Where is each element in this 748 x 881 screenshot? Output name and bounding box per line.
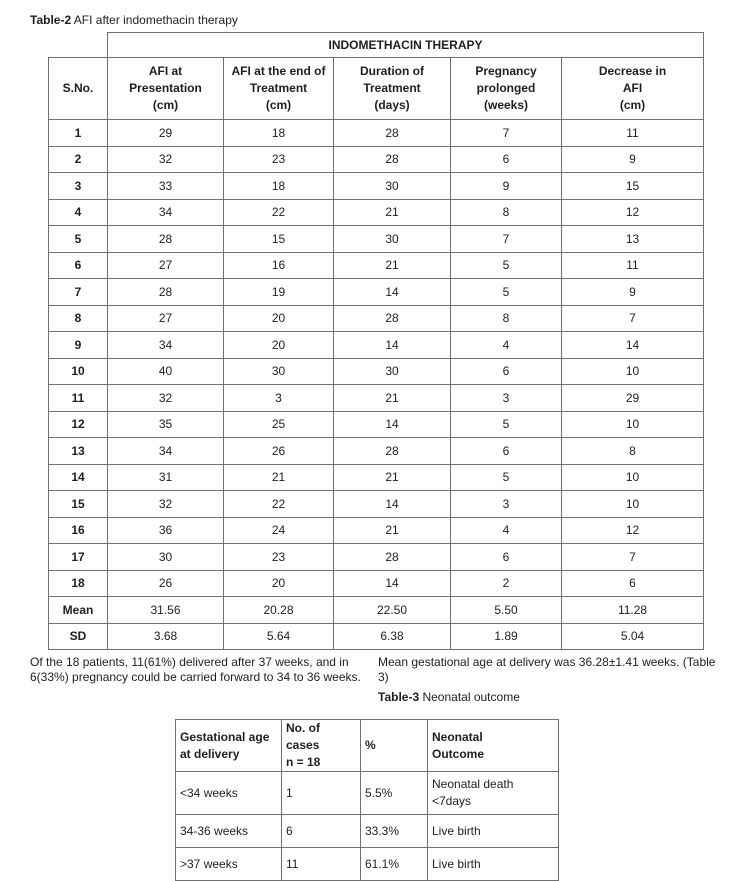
pregnancy-prolonged-cell: 3 (451, 385, 562, 412)
afi-presentation-cell: 36 (108, 517, 224, 544)
afi-end-treatment-cell: 18 (224, 120, 334, 147)
afi-presentation-cell: 34 (108, 438, 224, 465)
sno-cell: 14 (49, 464, 108, 491)
table-row (49, 146, 704, 173)
outcome-line: Neonatal death (432, 777, 514, 791)
sno-cell: 18 (49, 570, 108, 597)
duration-treatment-cell: 28 (334, 544, 451, 571)
afi-end-treatment-cell: 24 (224, 517, 334, 544)
sno-cell: 4 (49, 199, 108, 226)
decrease-afi-cell: 12 (562, 199, 704, 226)
decrease-afi-cell: 12 (562, 517, 704, 544)
duration-treatment-cell: 14 (334, 411, 451, 438)
table-row (49, 120, 704, 147)
percent-header-line: % (365, 738, 376, 752)
afi-presentation-cell: 28 (108, 226, 224, 253)
sno-header (49, 58, 108, 120)
decrease-afi-cell: 10 (562, 491, 704, 518)
pregnancy-prolonged-stat-cell: 5.50 (451, 597, 562, 624)
afi-end-treatment-stat-cell: 20.28 (224, 597, 334, 624)
afi-end-treatment-cell: 22 (224, 199, 334, 226)
pregnancy-prolonged-cell: 5 (451, 411, 562, 438)
sno-cell: 10 (49, 358, 108, 385)
duration-treatment-cell: 21 (334, 517, 451, 544)
gestational-age-cell: <34 weeks (176, 772, 282, 815)
gestational-age-header (176, 720, 282, 772)
afi-presentation-header-line: AFI at (148, 64, 183, 78)
afi-end-treatment-cell: 30 (224, 358, 334, 385)
afi-indomethacin-table (48, 32, 704, 650)
cases-cell: 1 (282, 772, 361, 815)
duration-treatment-cell: 28 (334, 305, 451, 332)
afi-end-treatment-cell: 26 (224, 438, 334, 465)
decrease-afi-cell: 11 (562, 120, 704, 147)
table-row (49, 464, 704, 491)
cases-cell: 6 (282, 815, 361, 848)
sno-cell: 9 (49, 332, 108, 359)
decrease-afi-cell: 29 (562, 385, 704, 412)
afi-presentation-header-line: (cm) (152, 98, 179, 112)
decrease-afi-stat-cell: 5.04 (562, 623, 704, 650)
pregnancy-prolonged-cell: 8 (451, 199, 562, 226)
afi-end-treatment-cell: 20 (224, 305, 334, 332)
sno-stat-cell: SD (49, 623, 108, 650)
afi-presentation-cell: 34 (108, 199, 224, 226)
pregnancy-prolonged-header (451, 58, 562, 120)
duration-treatment-cell: 14 (334, 332, 451, 359)
pregnancy-prolonged-header-line: Pregnancy (475, 64, 537, 78)
sno-cell: 17 (49, 544, 108, 571)
afi-presentation-cell: 34 (108, 332, 224, 359)
sno-cell: 8 (49, 305, 108, 332)
mean-row (49, 597, 704, 624)
decrease-afi-stat-cell: 11.28 (562, 597, 704, 624)
duration-treatment-header-line: Duration of (360, 64, 424, 78)
table-2-caption (30, 13, 238, 28)
afi-end-treatment-cell: 23 (224, 146, 334, 173)
outcome-cell (428, 848, 559, 881)
pregnancy-prolonged-stat-cell: 1.89 (451, 623, 562, 650)
afi-presentation-cell: 29 (108, 120, 224, 147)
pregnancy-prolonged-header-line: prolonged (476, 81, 536, 95)
decrease-afi-cell: 6 (562, 570, 704, 597)
pregnancy-prolonged-cell: 5 (451, 252, 562, 279)
table-row (49, 173, 704, 200)
duration-treatment-stat-cell: 6.38 (334, 623, 451, 650)
outcome-line: <7days (432, 794, 472, 808)
table-row (49, 570, 704, 597)
no-of-cases-header-line: n = 18 (286, 755, 321, 769)
pregnancy-prolonged-cell: 7 (451, 226, 562, 253)
sno-cell: 16 (49, 517, 108, 544)
duration-treatment-cell: 14 (334, 570, 451, 597)
afi-end-treatment-cell: 25 (224, 411, 334, 438)
afi-end-treatment-cell: 20 (224, 570, 334, 597)
outcome-line: Live birth (432, 856, 481, 871)
afi-presentation-header-line: Presentation (129, 81, 202, 95)
table-row (49, 491, 704, 518)
pregnancy-prolonged-cell: 6 (451, 358, 562, 385)
table-row (49, 411, 704, 438)
table-row (176, 815, 559, 848)
decrease-afi-cell: 7 (562, 544, 704, 571)
sno-header-line: S.No. (62, 81, 94, 95)
table-row (176, 772, 559, 815)
duration-treatment-header-line: Treatment (363, 81, 421, 95)
afi-end-treatment-cell: 18 (224, 173, 334, 200)
table-row (176, 848, 559, 881)
afi-end-treatment-cell: 21 (224, 464, 334, 491)
pregnancy-prolonged-cell: 4 (451, 517, 562, 544)
duration-treatment-cell: 28 (334, 146, 451, 173)
pregnancy-prolonged-cell: 5 (451, 279, 562, 306)
afi-presentation-cell: 32 (108, 146, 224, 173)
table-row (49, 252, 704, 279)
table-row (49, 385, 704, 412)
duration-treatment-cell: 28 (334, 438, 451, 465)
table-row (49, 332, 704, 359)
decrease-afi-cell: 11 (562, 252, 704, 279)
outcome-cell (428, 772, 559, 815)
sno-cell: 7 (49, 279, 108, 306)
afi-presentation-cell: 40 (108, 358, 224, 385)
afi-presentation-cell: 33 (108, 173, 224, 200)
duration-treatment-header-line: (days) (374, 98, 410, 112)
decrease-afi-cell: 10 (562, 464, 704, 491)
afi-end-treatment-cell: 3 (224, 385, 334, 412)
pregnancy-prolonged-cell: 3 (451, 491, 562, 518)
percent-cell: 33.3% (361, 815, 428, 848)
delivery-outcome-paragraph: Of the 18 patients, 11(61%) delivered after 37 weeks, and in 6(33%) pregnancy could be carried forward to 34 to 36 weeks. (30, 655, 361, 684)
afi-presentation-cell: 32 (108, 385, 224, 412)
neonatal-outcome-header (428, 720, 559, 772)
afi-presentation-header (108, 58, 224, 120)
afi-presentation-cell: 28 (108, 279, 224, 306)
afi-end-treatment-cell: 16 (224, 252, 334, 279)
table-row (49, 279, 704, 306)
table-row (49, 305, 704, 332)
no-of-cases-header (282, 720, 361, 772)
table-row (49, 199, 704, 226)
afi-end-treatment-header-line: AFI at the end of (231, 64, 326, 78)
afi-end-treatment-cell: 20 (224, 332, 334, 359)
table-row (49, 438, 704, 465)
duration-treatment-cell: 30 (334, 173, 451, 200)
indomethacin-therapy-header: INDOMETHACIN THERAPY (108, 33, 704, 58)
decrease-afi-header-line: (cm) (619, 98, 646, 112)
decrease-afi-cell: 10 (562, 358, 704, 385)
decrease-afi-cell: 8 (562, 438, 704, 465)
decrease-afi-cell: 13 (562, 226, 704, 253)
sno-cell: 1 (49, 120, 108, 147)
afi-presentation-cell: 32 (108, 491, 224, 518)
duration-treatment-cell: 30 (334, 226, 451, 253)
sno-cell: 2 (49, 146, 108, 173)
cases-cell: 11 (282, 848, 361, 881)
afi-end-treatment-cell: 23 (224, 544, 334, 571)
gestational-age-cell: >37 weeks (176, 848, 282, 881)
duration-treatment-stat-cell: 22.50 (334, 597, 451, 624)
duration-treatment-cell: 21 (334, 464, 451, 491)
neonatal-outcome-table (175, 719, 559, 881)
percent-cell: 5.5% (361, 772, 428, 815)
mean-gestational-age-paragraph: Mean gestational age at delivery was 36.28±1.41 weeks. (Table 3) (378, 655, 716, 684)
duration-treatment-cell: 28 (334, 120, 451, 147)
pregnancy-prolonged-cell: 4 (451, 332, 562, 359)
table-2-caption-label: Table-2 (30, 13, 72, 27)
afi-presentation-stat-cell: 3.68 (108, 623, 224, 650)
percent-cell: 61.1% (361, 848, 428, 881)
pregnancy-prolonged-cell: 7 (451, 120, 562, 147)
gestational-age-cell: 34-36 weeks (176, 815, 282, 848)
afi-end-treatment-header-line: (cm) (265, 98, 292, 112)
decrease-afi-cell: 15 (562, 173, 704, 200)
afi-presentation-cell: 26 (108, 570, 224, 597)
afi-presentation-cell: 27 (108, 252, 224, 279)
afi-end-treatment-cell: 15 (224, 226, 334, 253)
pregnancy-prolonged-header-line: (weeks) (483, 98, 529, 112)
afi-end-treatment-header-line: Treatment (249, 81, 308, 95)
sno-cell: 6 (49, 252, 108, 279)
pregnancy-prolonged-cell: 5 (451, 464, 562, 491)
decrease-afi-cell: 9 (562, 279, 704, 306)
neonatal-outcome-header-line: Outcome (432, 746, 485, 761)
duration-treatment-cell: 21 (334, 199, 451, 226)
decrease-afi-cell: 9 (562, 146, 704, 173)
sno-cell: 15 (49, 491, 108, 518)
blank-header-cell (49, 33, 108, 58)
no-of-cases-header-line: No. of cases (286, 721, 320, 752)
afi-presentation-cell: 31 (108, 464, 224, 491)
sno-cell: 13 (49, 438, 108, 465)
percent-header (361, 720, 428, 772)
pregnancy-prolonged-cell: 6 (451, 544, 562, 571)
duration-treatment-cell: 21 (334, 252, 451, 279)
sno-cell: 11 (49, 385, 108, 412)
duration-treatment-cell: 14 (334, 491, 451, 518)
pregnancy-prolonged-cell: 6 (451, 146, 562, 173)
pregnancy-prolonged-cell: 6 (451, 438, 562, 465)
pregnancy-prolonged-cell: 9 (451, 173, 562, 200)
table-3-caption (378, 690, 520, 705)
decrease-afi-header (562, 58, 704, 120)
duration-treatment-cell: 14 (334, 279, 451, 306)
gestational-age-header-line: Gestational age (180, 729, 270, 744)
duration-treatment-cell: 21 (334, 385, 451, 412)
afi-presentation-stat-cell: 31.56 (108, 597, 224, 624)
outcome-line: Live birth (432, 823, 481, 838)
neonatal-outcome-header-line: Neonatal (432, 729, 483, 744)
table-3-caption-text: Neonatal outcome (422, 690, 520, 704)
sd-row (49, 623, 704, 650)
pregnancy-prolonged-cell: 2 (451, 570, 562, 597)
table-row (49, 517, 704, 544)
decrease-afi-cell: 14 (562, 332, 704, 359)
decrease-afi-header-line: AFI (622, 81, 643, 95)
table-row (49, 226, 704, 253)
gestational-age-header-line: at delivery (180, 746, 240, 761)
table-3-caption-label: Table-3 (378, 690, 420, 704)
afi-presentation-cell: 35 (108, 411, 224, 438)
decrease-afi-cell: 7 (562, 305, 704, 332)
sno-cell: 5 (49, 226, 108, 253)
afi-end-treatment-cell: 22 (224, 491, 334, 518)
decrease-afi-header-line: Decrease in (598, 64, 667, 78)
afi-end-treatment-header (224, 58, 334, 120)
pregnancy-prolonged-cell: 8 (451, 305, 562, 332)
duration-treatment-header (334, 58, 451, 120)
afi-presentation-cell: 27 (108, 305, 224, 332)
afi-end-treatment-cell: 19 (224, 279, 334, 306)
table-2-caption-text: AFI after indomethacin therapy (73, 13, 238, 27)
table-row (49, 358, 704, 385)
sno-cell: 3 (49, 173, 108, 200)
table-row (49, 544, 704, 571)
duration-treatment-cell: 30 (334, 358, 451, 385)
outcome-cell (428, 815, 559, 848)
decrease-afi-cell: 10 (562, 411, 704, 438)
afi-end-treatment-stat-cell: 5.64 (224, 623, 334, 650)
sno-stat-cell: Mean (49, 597, 108, 624)
sno-cell: 12 (49, 411, 108, 438)
afi-presentation-cell: 30 (108, 544, 224, 571)
